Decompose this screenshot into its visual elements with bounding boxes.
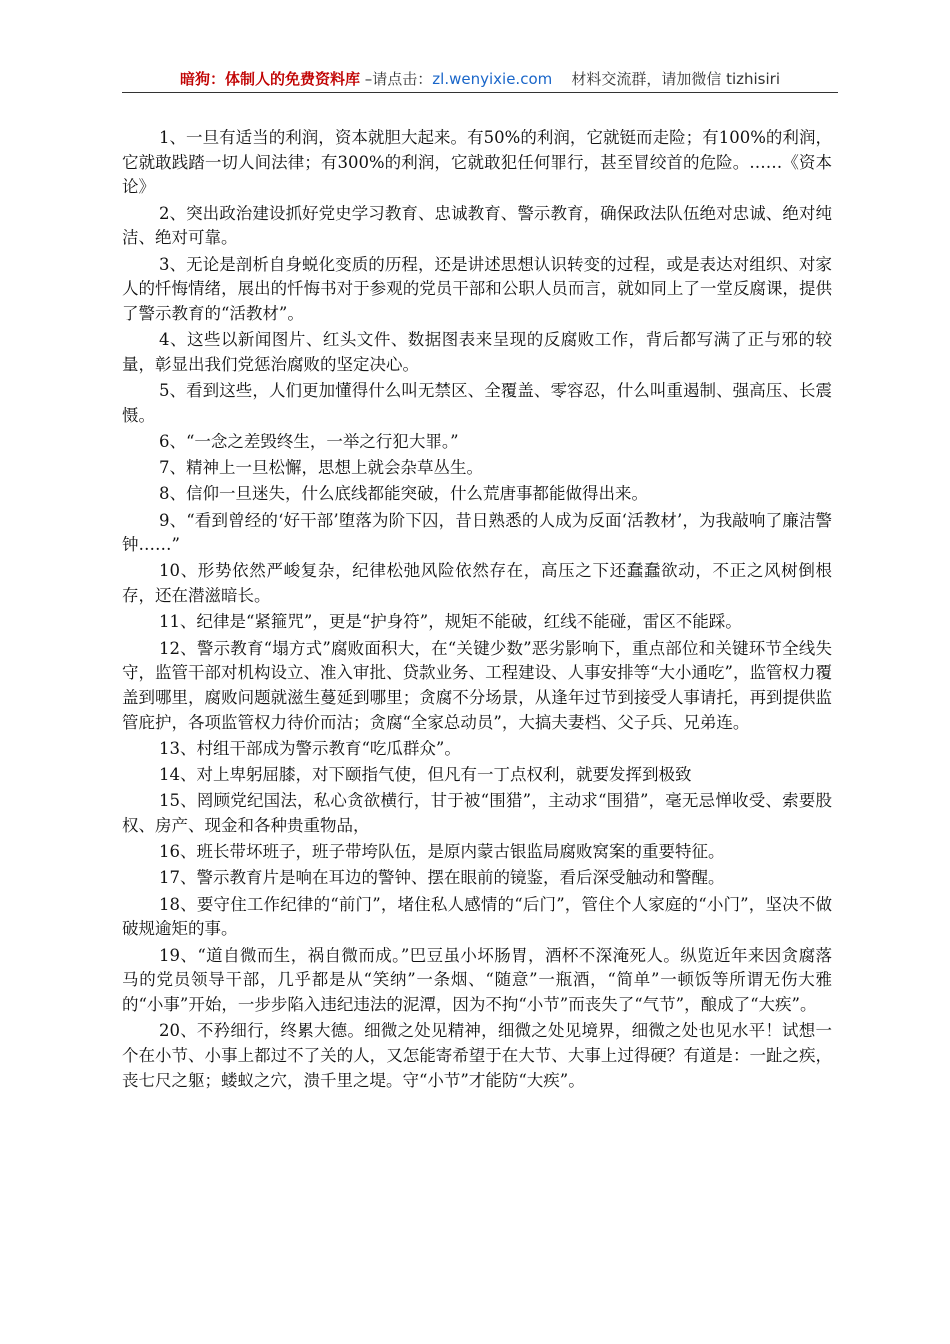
paragraph-8: 8、信仰一旦迷失，什么底线都能突破，什么荒唐事都能做得出来。 bbox=[159, 484, 648, 504]
paragraph-16: 16、班长带坏班子，班子带垮队伍，是原内蒙古银监局腐败窝案的重要特征。 bbox=[159, 842, 725, 862]
paragraph-6: 6、“一念之差毁终生，一举之行犯大罪。” bbox=[159, 431, 459, 451]
site-link[interactable]: zl.wenyixie.com bbox=[432, 70, 553, 88]
click-prompt: –请点击： bbox=[360, 70, 433, 88]
paragraph-4: 4、这些以新闻图片、红头文件、数据图表来呈现的反腐败工作，背后都写满了正与邪的较量，彰显出我们党惩治腐败的坚定决心。 bbox=[122, 330, 832, 374]
paragraph-1: 1、一旦有适当的利润，资本就胆大起来。有50%的利润，它就铤而走险；有100%的利润，它就敢践踏一切人间法律；有300%的利润，它就敢犯任何罪行，甚至冒绞首的危险。……《资本论》 bbox=[122, 128, 832, 197]
paragraph-9: 9、“看到曾经的‘好干部’堕落为阶下囚，昔日熟悉的人成为反面‘活教材’，为我敲响了廉洁警钟……” bbox=[122, 510, 832, 555]
paragraph-12: 12、警示教育“塌方式”腐败面积大，在“关键少数”恶劣影响下，重点部位和关键环节全线失守，监管干部对机构设立、准入审批、贷款业务、工程建设、人事安排等“大小通吃”，监管权力覆盖到哪里，腐败问题就滋生蔓延到哪里；贪腐不分场景，从逢年过节到接受人事请托，再到提供监管庇护，各项监管权力待价而沽；贪腐“全家总动员”，大搞夫妻档、父子兵、兄弟连。 bbox=[122, 638, 832, 732]
paragraph-19: 19、“道自微而生，祸自微而成。”巴豆虽小坏肠胃，酒杯不深淹死人。纵览近年来因贪腐落马的党员领导干部，几乎都是从“笑纳”一条烟、“随意”一瓶酒，“简单”一顿饭等所谓无伤大雅的“小事”开始，一步步陷入违纪违法的泥潭，因为不拘“小节”而丧失了“气节”，酿成了“大疾”。 bbox=[122, 945, 832, 1014]
paragraph-7: 7、精神上一旦松懈，思想上就会杂草丛生。 bbox=[159, 458, 483, 478]
site-name: 暗狗：体制人的免费资料库 bbox=[180, 70, 361, 88]
paragraph-17: 17、警示教育片是响在耳边的警钟、摆在眼前的镜鉴，看后深受触动和警醒。 bbox=[159, 868, 725, 888]
paragraph-15: 15、罔顾党纪国法，私心贪欲横行，甘于被“围猎”，主动求“围猎”，毫无忌惮收受、索要股权、房产、现金和各种贵重物品， bbox=[122, 791, 832, 835]
paragraph-2: 2、突出政治建设抓好党史学习教育、忠诚教育、警示教育，确保政法队伍绝对忠诚、绝对纯洁、绝对可靠。 bbox=[122, 203, 832, 248]
paragraph-18: 18、要守住工作纪律的“前门”，堵住私人感情的“后门”，管住个人家庭的“小门”，坚决不做破规逾矩的事。 bbox=[122, 894, 832, 939]
paragraph-20: 20、不矜细行，终累大德。细微之处见精神，细微之处见境界，细微之处也见水平！试想一个在小节、小事上都过不了关的人，又怎能寄希望于在大节、大事上过得硬？有道是：一趾之疾，丧七尺之躯；蝼蚁之穴，溃千里之堤。守“小节”才能防“大疾”。 bbox=[122, 1021, 832, 1090]
document-body bbox=[122, 126, 832, 1095]
paragraph-3: 3、无论是剖析自身蜕化变质的历程，还是讲述思想认识转变的过程，或是表达对组织、对家人的忏悔情绪，展出的忏悔书对于参观的党员干部和公职人员而言，就如同上了一堂反腐课，提供了警示教育的“活教材”。 bbox=[122, 254, 832, 323]
wechat-spacer bbox=[552, 70, 571, 88]
paragraph-11: 11、纪律是“紧箍咒”，更是“护身符”，规矩不能破，红线不能碰，雷区不能踩。 bbox=[159, 612, 742, 632]
wechat-contact: 材料交流群，请加微信 tizhisiri bbox=[571, 70, 780, 88]
page-header bbox=[122, 66, 838, 93]
paragraph-13: 13、村组干部成为警示教育“吃瓜群众”。 bbox=[159, 738, 461, 758]
paragraph-10: 10、形势依然严峻复杂，纪律松弛风险依然存在，高压之下还蠢蠢欲动，不正之风树倒根存，还在潜滋暗长。 bbox=[122, 561, 832, 606]
paragraph-5: 5、看到这些，人们更加懂得什么叫无禁区、全覆盖、零容忍，什么叫重遏制、强高压、长震慑。 bbox=[122, 381, 832, 425]
paragraph-14: 14、对上卑躬屈膝，对下颐指气使，但凡有一丁点权利，就要发挥到极致 bbox=[159, 765, 692, 785]
